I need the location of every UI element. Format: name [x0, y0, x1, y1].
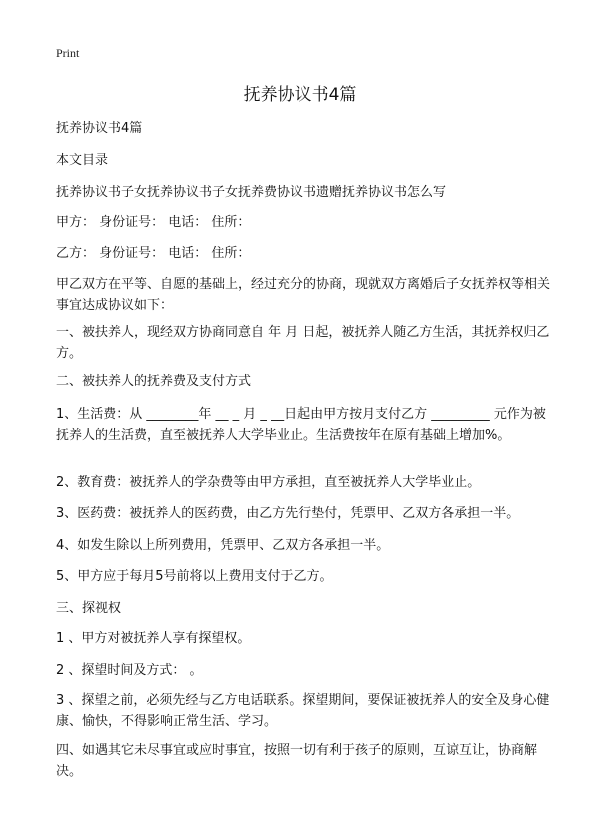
party-b-line: 乙方： 身份证号： 电话： 住所：: [56, 246, 251, 261]
toc-heading: 本文目录: [56, 153, 109, 168]
visitation-right-paragraph: 1 、甲方对被抚养人享有探望权。: [56, 631, 251, 646]
section-2-heading: 二、被扶养人的抚养费及支付方式: [56, 374, 252, 389]
preamble-paragraph: 甲乙双方在平等、自愿的基础上，经过充分的协商，现就双方离婚后子女抚养权等相关事宜达成协议如下：: [56, 277, 551, 313]
education-expense-paragraph: 2、教育费：被抚养人的学杂费等由甲方承担，直至被抚养人大学毕业止。: [56, 475, 481, 490]
medical-expense-paragraph: 3、医药费：被抚养人的医药费，由乙方先行垫付，凭票甲、乙双方各承担一半。: [56, 506, 520, 521]
party-a-line: 甲方： 身份证号： 电话： 住所：: [56, 215, 251, 230]
subtitle: 抚养协议书4篇: [56, 121, 143, 136]
print-label: Print: [56, 46, 80, 60]
section-3-heading: 三、探视权: [56, 601, 122, 616]
visitation-time-paragraph: 2 、探望时间及方式： 。: [56, 663, 203, 678]
section-4-paragraph: 四、如遇其它未尽事宜或应时事宜，按照一切有利于孩子的原则，互谅互让，协商解决。: [56, 743, 538, 779]
document-title: 抚养协议书4篇: [243, 85, 357, 105]
living-expense-paragraph: 1、生活费：从 ________年 __ _ 月 _ __日起由甲方按月支付乙方 _________ 元作为被抚养人的生活费，直至被抚养人大学毕业止。生活费按年在原有基础上增加%。: [56, 407, 546, 443]
payment-date-paragraph: 5、甲方应于每月5号前将以上费用支付于乙方。: [56, 569, 333, 584]
toc-entries: 抚养协议书子女抚养协议书子女抚养费协议书遗赠抚养协议书怎么写: [56, 185, 447, 200]
visitation-rules-paragraph: 3 、探望之前，必须先经与乙方电话联系。探望期间，要保证被抚养人的安全及身心健康、愉快，不得影响正常生活、学习。: [56, 693, 550, 729]
section-1-paragraph: 一、被扶养人，现经双方协商同意自 年 月 日起，被抚养人随乙方生活，其抚养权归乙方。: [56, 325, 550, 361]
other-expense-paragraph: 4、如发生除以上所列费用，凭票甲、乙双方各承担一半。: [56, 538, 390, 553]
